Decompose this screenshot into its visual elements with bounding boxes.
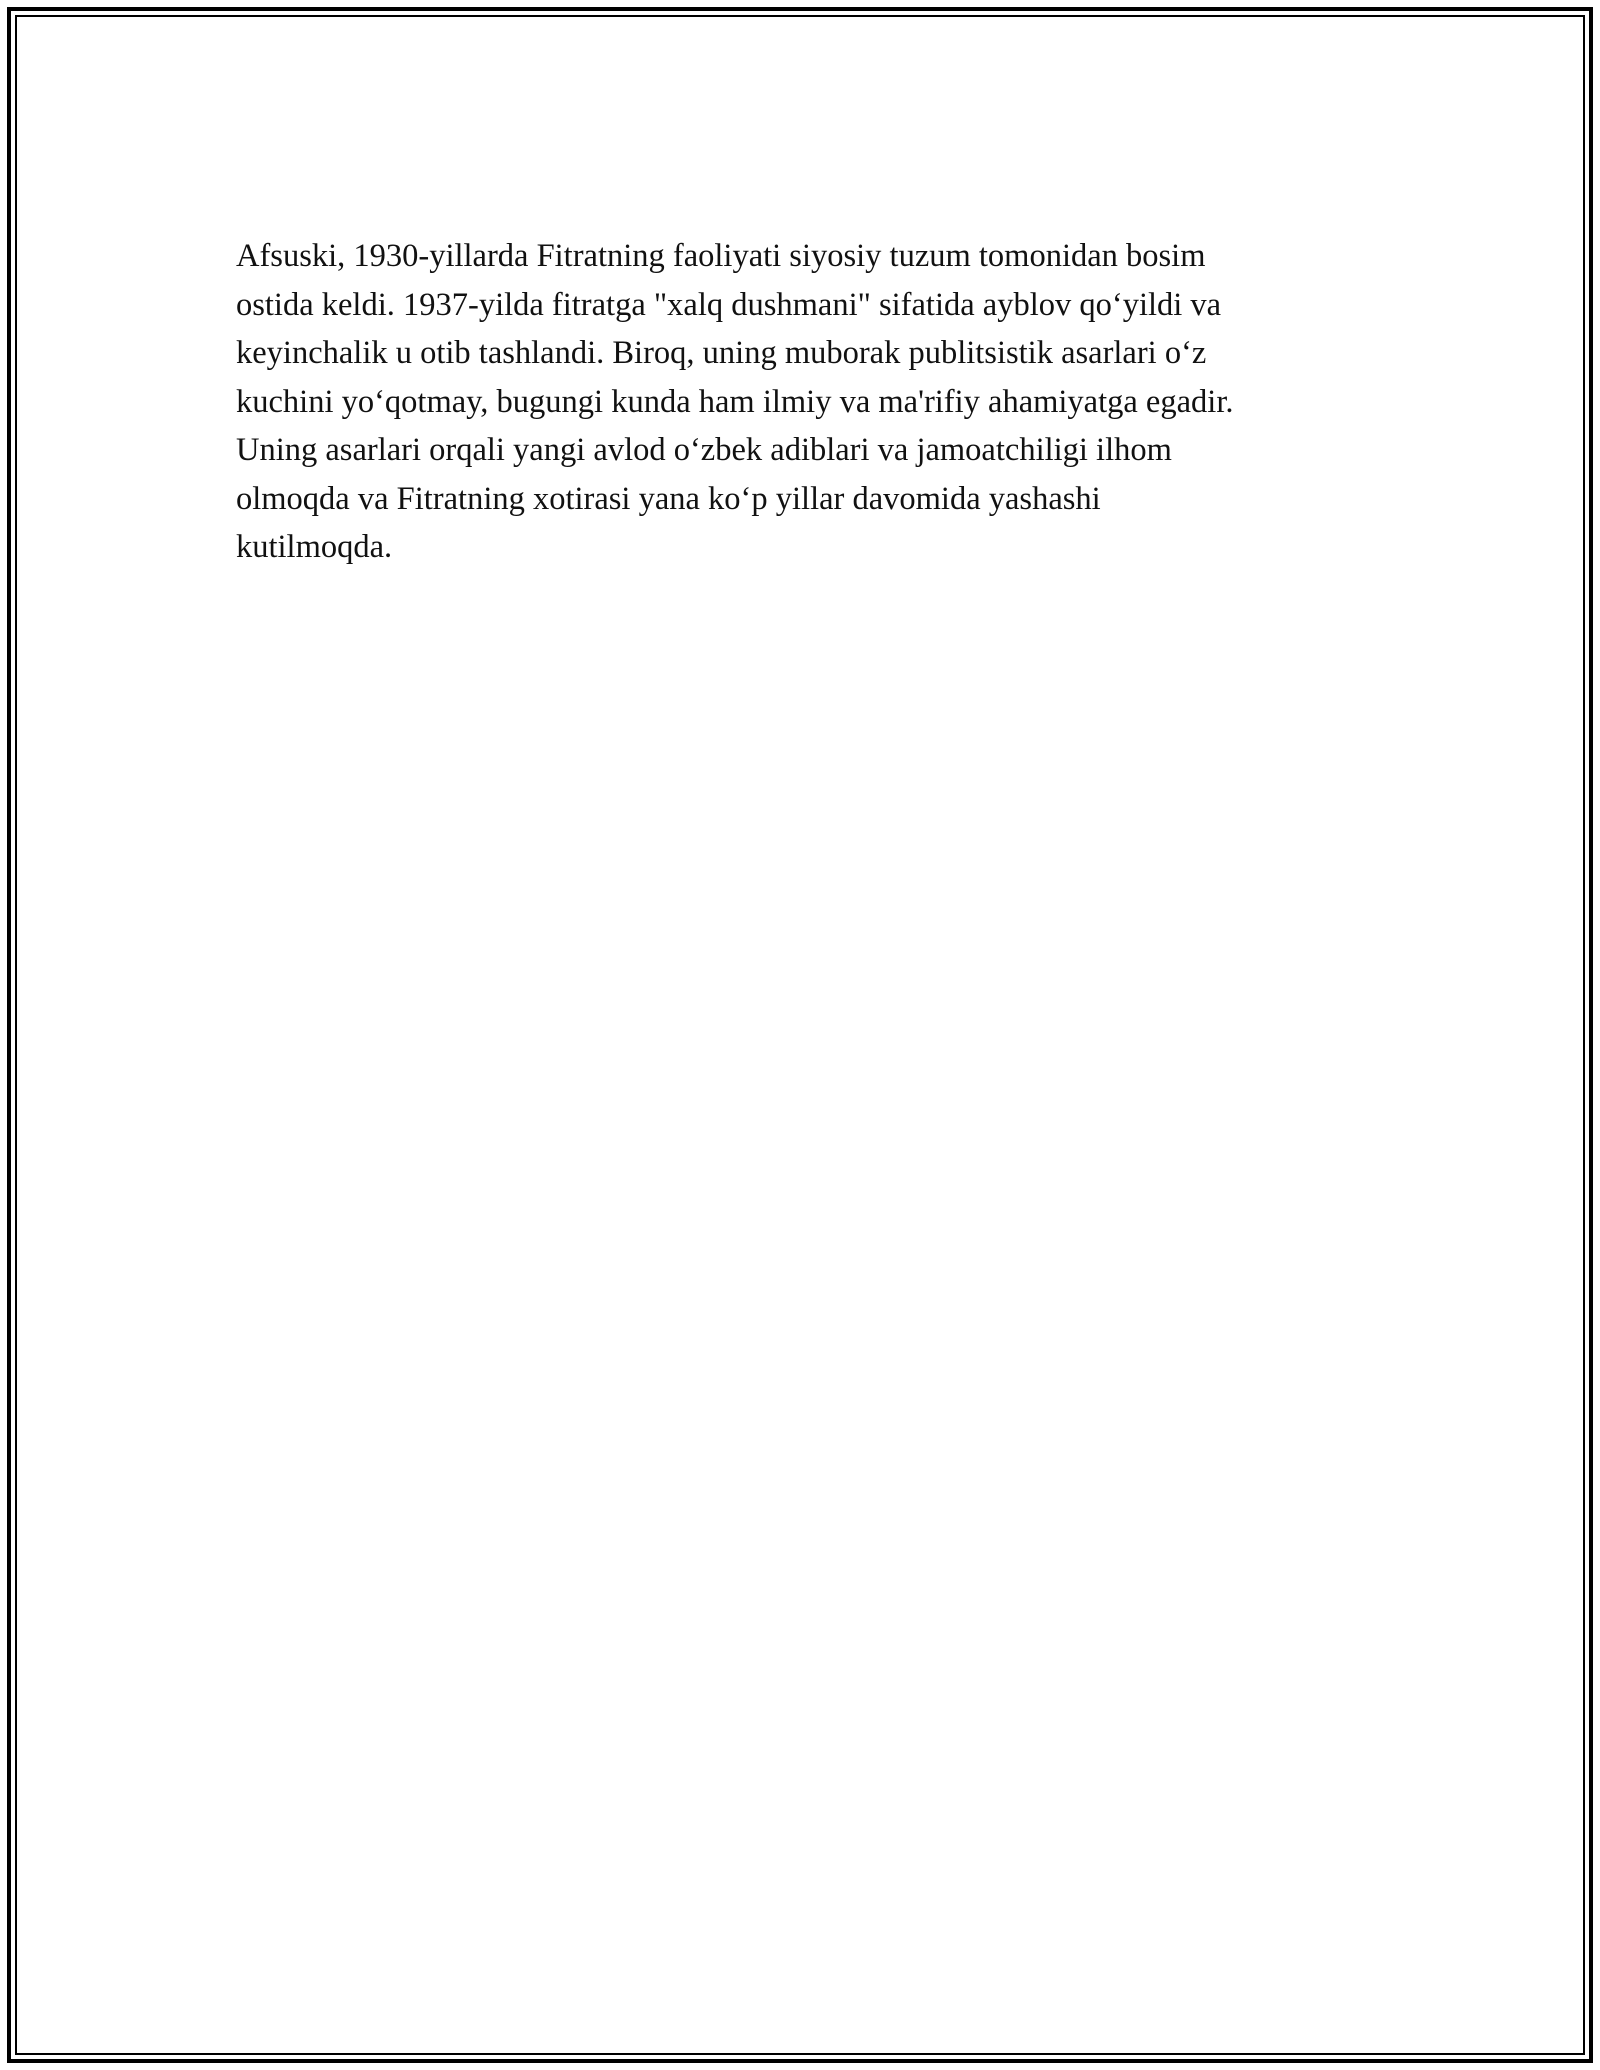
- paragraph-line: keyinchalik u otib tashlandi. Biroq, uning muborak publitsistik asarlari o‘z: [236, 335, 1207, 371]
- paragraph-line: kutilmoqda.: [236, 529, 393, 565]
- paragraph-line: Afsuski, 1930-yillarda Fitratning faoliyati siyosiy tuzum tomonidan bosim: [236, 238, 1206, 274]
- paragraph-line: ostida keldi. 1937-yilda fitratga "xalq dushmani" sifatida ayblov qo‘yildi va: [236, 286, 1222, 323]
- body-paragraph: [236, 232, 1376, 572]
- paragraph-line: olmoqda va Fitratning xotirasi yana ko‘p yillar davomida yashashi: [236, 480, 1101, 517]
- paragraph-line: Uning asarlari orqali yangi avlod o‘zbek adiblari va jamoatchiligi ilhom: [236, 432, 1172, 468]
- paragraph-line: kuchini yo‘qotmay, bugungi kunda ham ilmiy va ma'rifiy ahamiyatga egadir.: [236, 383, 1234, 420]
